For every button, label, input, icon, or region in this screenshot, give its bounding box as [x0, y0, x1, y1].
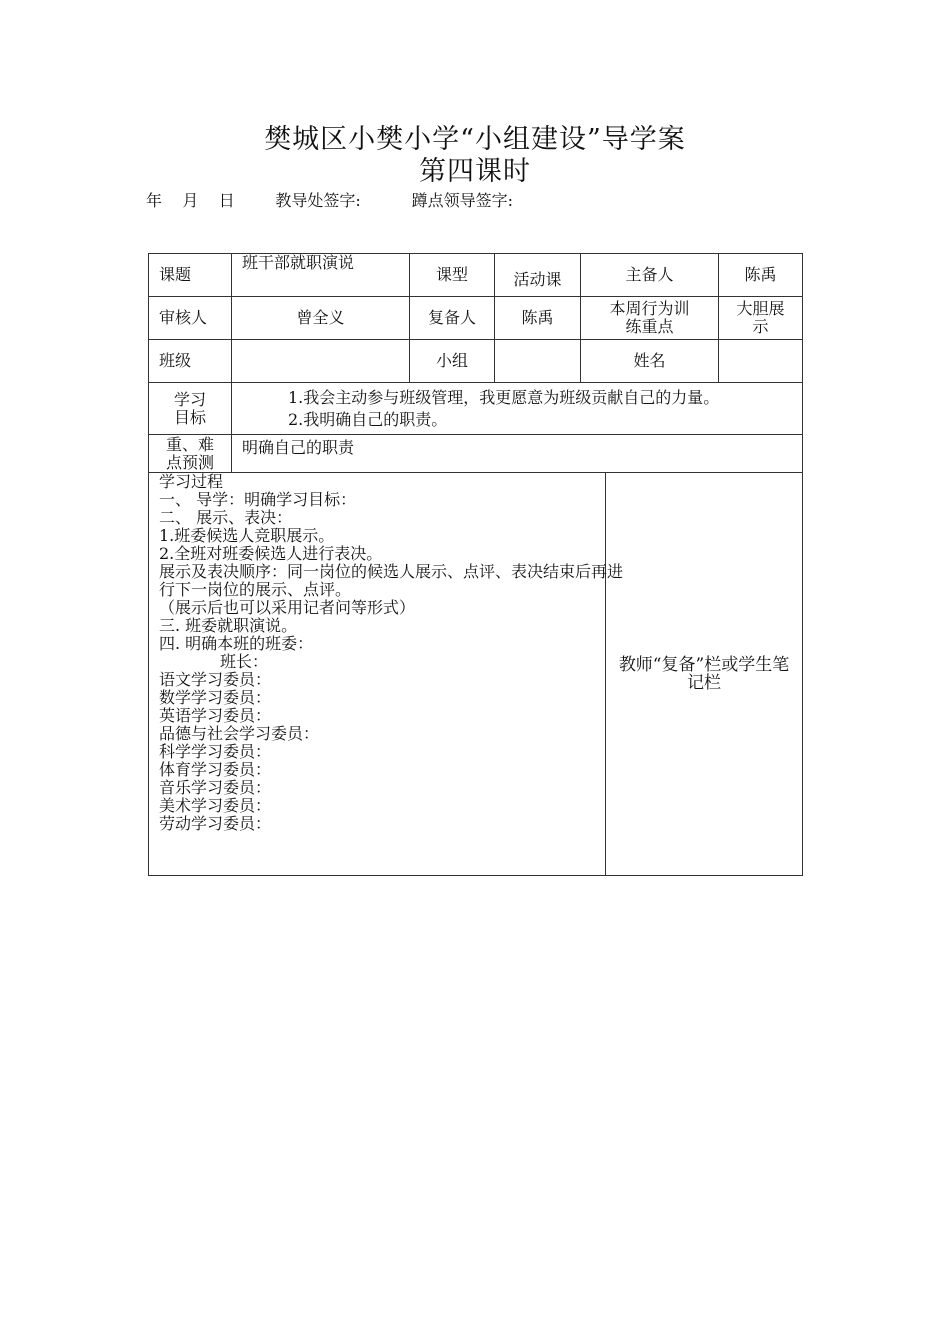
topic-label: 课题: [149, 254, 232, 297]
process-line: 班长：: [159, 652, 269, 671]
name-label: 姓名: [581, 340, 719, 383]
document-title: 樊城区小樊小学“小组建设”导学案: [264, 124, 686, 155]
process-line: 科学学习委员：: [159, 742, 272, 761]
group-value: [495, 340, 581, 383]
row-key-points: [149, 435, 803, 473]
process-line: 2.全班对班委候选人进行表决。: [159, 544, 383, 563]
row-topic: [149, 254, 803, 297]
process-line: 二、 展示、表决：: [159, 508, 293, 527]
key-points-value: 明确自己的职责: [232, 435, 803, 473]
preparer-label: 主备人: [581, 254, 719, 297]
lesson-plan-table: [148, 253, 803, 876]
row-reviewer: [149, 297, 803, 340]
weekly-focus-value: 大胆展示: [719, 297, 803, 340]
goals-label: 学习目标: [149, 383, 232, 435]
process-line: 四. 明确本班的班委：: [159, 634, 314, 653]
signature-line: 年 月 日 教导处签字: 蹲点领导签字:: [146, 191, 514, 210]
class-value: [232, 340, 410, 383]
goal-item: 2.我明确自己的职责。: [288, 409, 448, 429]
reviewer-label: 审核人: [149, 297, 232, 340]
process-line: 美术学习委员：: [159, 796, 272, 815]
weekly-focus-label: 本周行为训练重点: [581, 297, 719, 340]
process-content: [149, 472, 624, 876]
process-line: （展示后也可以采用记者问等形式）: [159, 598, 416, 617]
goal-item: 1.我会主动参与班级管理，我更愿意为班级贡献自己的力量。: [288, 387, 720, 407]
reviewer-value: 曾全义: [232, 297, 410, 340]
co-preparer-value: 陈禹: [495, 297, 581, 340]
co-preparer-label: 复备人: [410, 297, 495, 340]
process-line: 学习过程: [159, 472, 224, 491]
notes-column-label: 教师“复备”栏或学生笔记栏: [606, 473, 803, 876]
type-label: 课型: [410, 254, 495, 297]
row-process: [149, 473, 803, 876]
type-value: 活动课: [495, 254, 581, 297]
process-line: 体育学习委员：: [159, 760, 272, 779]
name-value: [719, 340, 803, 383]
process-line: 劳动学习委员：: [159, 814, 272, 833]
key-points-label: 重、难点预测: [149, 435, 232, 473]
process-line: 语文学习委员：: [159, 670, 272, 689]
group-label: 小组: [410, 340, 495, 383]
goals-content: [232, 383, 803, 435]
row-goals: [149, 383, 803, 435]
row-class: [149, 340, 803, 383]
document-subtitle: 第四课时: [419, 156, 531, 187]
process-line: 品德与社会学习委员：: [159, 724, 320, 743]
class-label: 班级: [149, 340, 232, 383]
process-line: 一、 导学：明确学习目标：: [159, 490, 357, 509]
process-line: 行下一岗位的展示、点评。: [159, 580, 352, 599]
topic-value: 班干部就职演说: [232, 254, 410, 297]
process-line: 音乐学习委员：: [159, 778, 272, 797]
process-line: 展示及表决顺序：同一岗位的候选人展示、点评、表决结束后再进: [159, 562, 624, 581]
process-line: 三. 班委就职演说。: [159, 616, 298, 635]
process-line: 1.班委候选人竞职展示。: [159, 526, 335, 545]
preparer-value: 陈禹: [719, 254, 803, 297]
process-line: 英语学习委员：: [159, 706, 272, 725]
process-line: 数学学习委员：: [159, 688, 272, 707]
